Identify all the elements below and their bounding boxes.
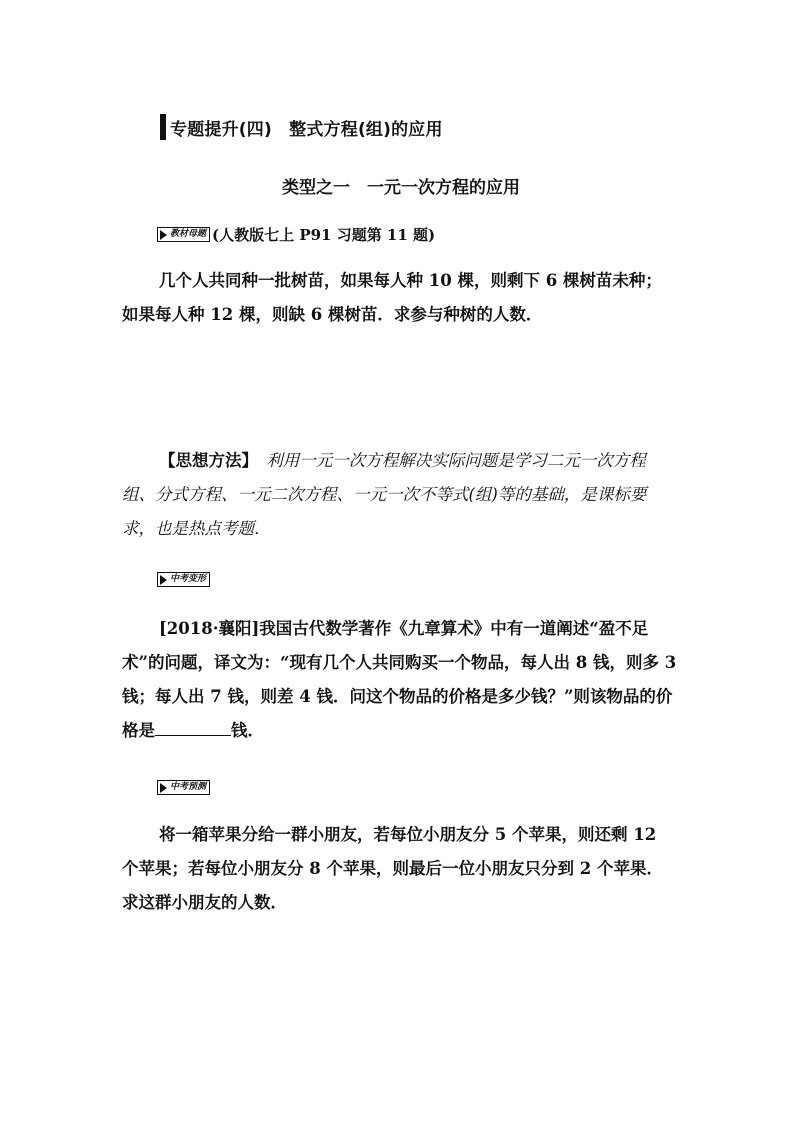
tag-label: 教材母题 [170,229,207,239]
play-triangle-icon [160,575,167,585]
problem-source: (人教版七上 P91 习题第 11 题) [212,226,436,244]
exam-prediction-tag-line [157,780,210,795]
method-text: 利用一元一次方程解决实际问题是学习二元一次方程组、分式方程、一元二次方程、一元一次不等式(组)等的基础，是课标要求，也是热点考题． [122,451,647,538]
exam-prediction-problem: 将一箱苹果分给一群小朋友，若每位小朋友分 5 个苹果，则还剩 12 个苹果；若每位小朋友分 8 个苹果，则最后一位小朋友只分到 2 个苹果．求这群小朋友的人数． [122,825,663,912]
answer-blank[interactable] [155,721,231,736]
textbook-problem-text: 几个人共同种一批树苗，如果每人种 10 棵，则剩下 6 棵树苗未种；如果每人种 12 棵，则缺 6 棵树苗．求参与种树的人数． [122,271,662,324]
exam-variant-tag-line [157,572,210,587]
exam-variant-tag [157,572,210,587]
method-paragraph [122,444,678,546]
exam-variant-problem [122,612,678,748]
textbook-problem-tag-line [157,224,435,245]
method-heading: 【思想方法】 [159,451,250,470]
play-triangle-icon [160,783,167,793]
title-marker-bar [160,114,166,140]
textbook-problem-tag [157,227,210,242]
exam-prediction-tag [157,780,210,795]
play-triangle-icon [160,230,167,240]
section-subtitle: 类型之一 一元一次方程的应用 [282,178,520,198]
problem-text-end: 钱． [231,721,264,740]
tag-label: 中考预测 [170,782,207,792]
page-title: 专题提升(四) 整式方程(组)的应用 [170,119,443,140]
tag-label: 中考变形 [170,574,207,584]
problem-text: [2018·襄阳]我国古代数学著作《九章算术》中有一道阐述“盈不足术”的问题，译文为：“现有几个人共同购买一个物品，每人出 8 钱，则多 3 钱；每人出 7 钱，则差 4 钱．问这个物品的价格是多少钱？”则该物品的价格是 [122,619,677,740]
title-row [160,114,443,140]
